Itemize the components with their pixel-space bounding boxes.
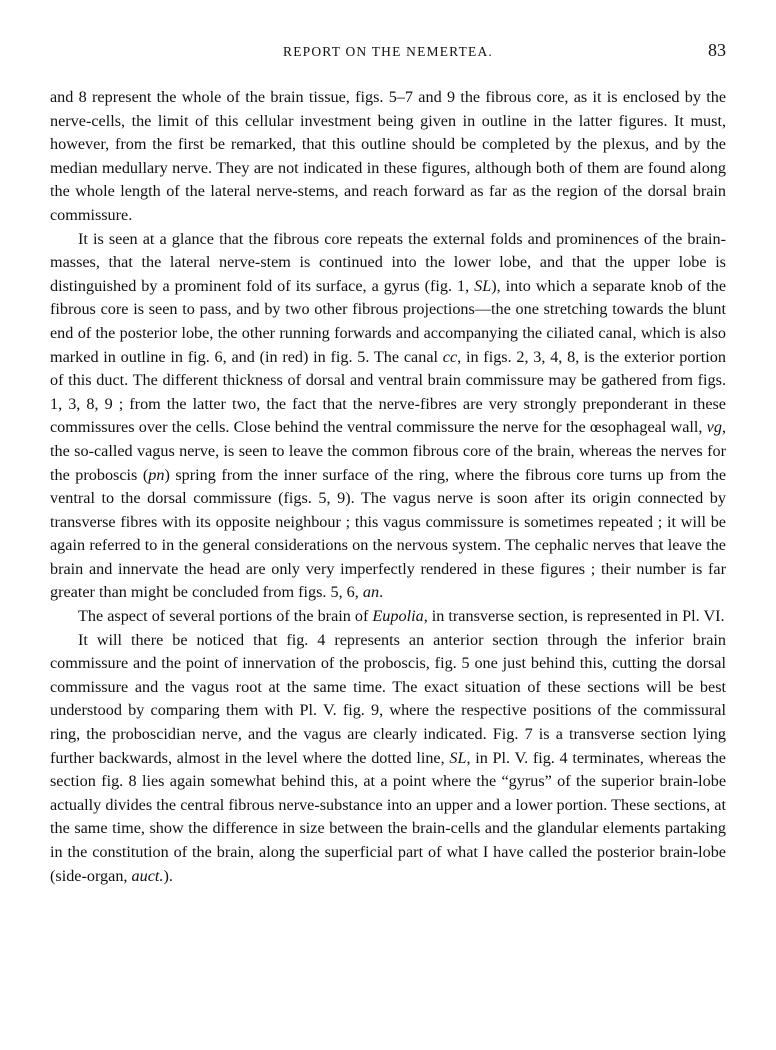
italic-term: auct. <box>131 866 164 885</box>
text-segment: The aspect of several portions of the brain of <box>78 607 373 626</box>
italic-term: Eupolia <box>372 607 424 626</box>
text-segment: , in transverse section, is represented in Pl. VI. <box>423 607 725 626</box>
italic-term: SL <box>449 748 467 767</box>
paragraph-2 <box>50 228 726 606</box>
running-title: REPORT ON THE NEMERTEA. <box>283 44 493 59</box>
running-head <box>50 40 726 64</box>
paragraph-1 <box>50 86 726 228</box>
italic-term: cc <box>442 347 458 366</box>
paragraph-4 <box>50 629 726 889</box>
text-segment: , the so-called vagus nerve, is seen to leave the common fibrous core of the brain, whereas the nerves for the proboscis ( <box>50 418 726 484</box>
page-number: 83 <box>708 40 726 60</box>
text-segment: ). <box>163 866 173 885</box>
italic-term: pn <box>148 465 165 484</box>
text-segment: , in Pl. V. fig. 4 terminates, whereas the section fig. 8 lies again somewhat behind this, at a point where the “gyrus” of the superior brain-lobe actually divides the central fibrous nerve-substance into an upper and a lower portion. These sections, at the same time, show the difference in size between the brain-cells and the glandular elements partaking in the constitution of the brain, along the superficial part of what I have called the posterior brain-lobe (side-organ, <box>50 748 726 885</box>
text-segment: It will there be noticed that fig. 4 represents an anterior section through the inferior brain commissure and the point of innervation of the proboscis, fig. 5 one just behind this, cutting the dorsal commissure and the vagus root at the same time. The exact situation of these sections will be best understood by comparing them with Pl. V. fig. 9, where the respective positions of the commissural ring, the proboscidian nerve, and the vagus are clearly indicated. Fig. 7 is a transverse section lying further backwards, almost in the level where the dotted line, <box>50 630 726 767</box>
paragraph-3 <box>50 605 726 629</box>
italic-term: vg <box>706 418 722 437</box>
text-segment: , in figs. 2, 3, 4, 8, is the exterior portion of this duct. The different thickness of dorsal and ventral brain commissure may be gathered from figs. 1, 3, 8, 9 ; from the latter two, the fact that the nerve-fibres are very strongly preponderant in these commissures over the cells. Close behind the ventral commissure the nerve for the œsophageal wall, <box>50 347 726 437</box>
italic-term: SL <box>474 276 492 295</box>
italic-term: an <box>362 583 380 602</box>
text-segment: . <box>379 583 384 602</box>
text-segment: ) spring from the inner surface of the ring, where the fibrous core turns up from the ventral to the dorsal commissure (figs. 5, 9). The vagus nerve is soon after its origin connected by transverse fibres with its opposite neighbour ; this vagus commissure is sometimes repeated ; it will be again referred to in the general considerations on the nervous system. The cephalic nerves that leave the brain and innervate the head are only very imperfectly rendered in these figures ; their number is far greater than might be concluded from figs. 5, 6, <box>50 465 726 602</box>
page <box>50 40 726 888</box>
text-segment: It is seen at a glance that the fibrous core repeats the external folds and prominences of the brain-masses, that the lateral nerve-stem is continued into the lower lobe, and that the upper lobe is distinguished by a prominent fold of its surface, a gyrus (fig. 1, <box>50 229 726 295</box>
text-segment: and 8 represent the whole of the brain tissue, figs. 5–7 and 9 the fibrous core, as it is enclosed by the nerve-cells, the limit of this cellular investment being given in outline in the latter figures. It must, however, from the first be remarked, that this outline should be completed by the plexus, and by the median medullary nerve. They are not indicated in these figures, although both of them are found along the whole length of the lateral nerve-stems, and reach forward as far as the region of the dorsal brain commissure. <box>50 88 726 224</box>
text-segment: ), into which a separate knob of the fibrous core is seen to pass, and by two other fibrous projections—the one stretching towards the blunt end of the posterior lobe, the other running forwards and accompanying the ciliated canal, which is also marked in outline in fig. 6, and (in red) in fig. 5. The canal <box>50 276 726 366</box>
